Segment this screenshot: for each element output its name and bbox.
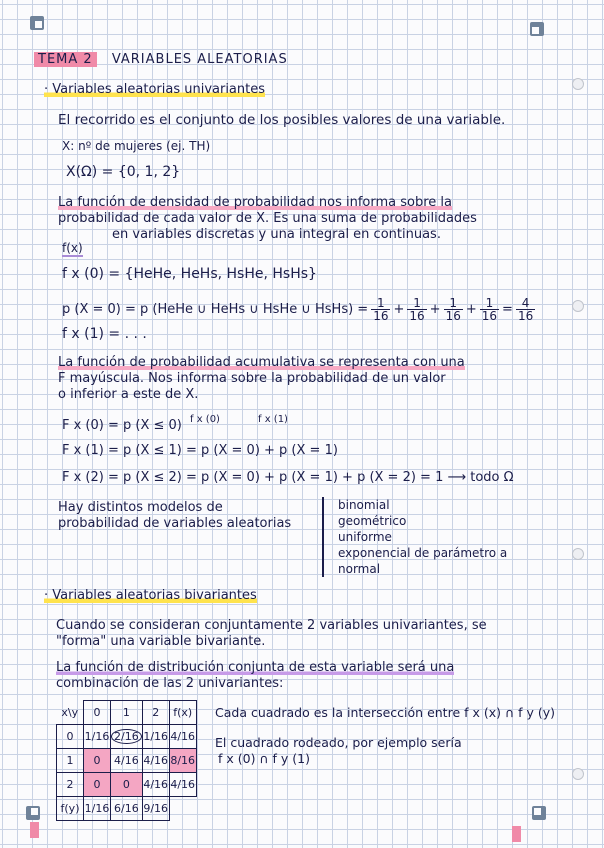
fraction: $\frac{1}{16}$ (373, 296, 389, 323)
table-cell: 9/16 (142, 797, 169, 821)
table-cell: 4/16 (169, 725, 196, 749)
column-header: 0 (84, 701, 111, 725)
joint-paragraph-line: La función de distribución conjunta de esta variable será una (56, 660, 455, 675)
table-cell: 4/16 (111, 749, 143, 773)
column-header: 1 (111, 701, 143, 725)
pink-marker-decoration (512, 826, 521, 842)
table-cell (169, 797, 196, 821)
list-item: binomial (338, 498, 390, 512)
list-item: geométrico (338, 514, 407, 528)
fx0-set: f x (0) = {HeHe, HeHs, HsHe, HsHs} (62, 266, 317, 282)
table-cell: 1/16 (84, 725, 111, 749)
cumulative-paragraph-line: o inferior a este de X. (58, 387, 199, 402)
pink-marker-decoration (30, 822, 39, 838)
table-note: El cuadrado rodeado, por ejemplo sería (215, 735, 462, 750)
column-header: 2 (142, 701, 169, 725)
table-row (57, 773, 197, 797)
fraction: $\frac{1}{16}$ (481, 296, 498, 323)
table-cell: 1/16 (84, 797, 111, 821)
models-list (322, 497, 507, 577)
corner-mark-icon (26, 806, 40, 820)
binder-hole-icon (572, 768, 584, 780)
density-paragraph-line: probabilidad de cada valor de X. Es una suma de probabilidades (58, 211, 477, 226)
fx0-annotation: f x (0) (190, 414, 220, 425)
fraction: $\frac{1}{16}$ (445, 296, 461, 323)
binder-hole-icon (572, 300, 584, 312)
table-cell: 8/16 (169, 749, 196, 773)
bivariate-paragraph-line: Cuando se consideran conjuntamente 2 variables univariantes, se (56, 618, 487, 633)
cdf-F2: F x (2) = p (X ≤ 2) = p (X = 0) + p (X = 1) + p (X = 2) = 1 ⟶ todo Ω (62, 470, 514, 485)
fx1-line: f x (1) = . . . (62, 326, 147, 342)
density-paragraph-line: La función de densidad de probabilidad nos informa sobre la (58, 195, 452, 210)
table-row (57, 749, 197, 773)
table-row (57, 725, 197, 749)
table-cell: 1/16 (142, 725, 169, 749)
section-heading-bivariate: · Variables aleatorias bivariantes (44, 588, 257, 603)
table-cell: 0 (84, 749, 111, 773)
table-cell: 4/16 (142, 749, 169, 773)
section-heading-univariate: · Variables aleatorias univariantes (44, 82, 266, 97)
page-header (34, 52, 288, 68)
list-item: normal (338, 562, 381, 576)
row-header: 2 (57, 773, 84, 797)
list-item: uniforme (338, 530, 392, 544)
page-title: VARIABLES ALEATORIAS (111, 52, 288, 67)
tema-label: TEMA 2 (34, 52, 97, 67)
models-paragraph-line: probabilidad de variables aleatorias (58, 516, 292, 531)
cumulative-paragraph-line: La función de probabilidad acumulativa se representa con una (58, 355, 465, 370)
fx1-annotation: f x (1) (258, 414, 288, 425)
bivariate-paragraph-line: "forma" una variable bivariante. (56, 634, 266, 649)
row-header: 1 (57, 749, 84, 773)
cdf-F1: F x (1) = p (X ≤ 1) = p (X = 0) + p (X = 1) (62, 443, 338, 458)
table-header-row (57, 701, 197, 725)
x-omega-set: X(Ω) = {0, 1, 2} (66, 164, 181, 180)
x-definition: X: nº de mujeres (ej. TH) (62, 139, 211, 153)
table-corner-label: x\y (61, 705, 79, 719)
fraction-result: $\frac{4}{16}$ (517, 296, 534, 323)
cumulative-paragraph-line: F mayúscula. Nos informa sobre la probabilidad de un valor (58, 371, 446, 386)
row-header: 0 (57, 725, 84, 749)
row-header: f(y) (57, 797, 84, 821)
joint-distribution-table (56, 700, 197, 821)
corner-mark-icon (530, 22, 544, 36)
recorrido-definition: El recorrido es el conjunto de los posibles valores de una variable. (58, 112, 506, 128)
table-row (57, 797, 197, 821)
table-cell: 4/16 (169, 773, 196, 797)
corner-mark-icon (532, 806, 546, 820)
binder-hole-icon (572, 78, 584, 90)
table-cell: 4/16 (142, 773, 169, 797)
table-note: f x (0) ∩ f y (1) (218, 751, 310, 766)
joint-paragraph-line: combinación de las 2 univariantes: (56, 676, 284, 691)
px0-equation: p (X = 0) = p (HeHe ∪ HeHs ∪ HsHe ∪ HsHs) = $\frac{1}{16}$ + $\frac{1}{16}$ + $\frac{1}{16}$ + $\frac{1}{16}$ = $\frac{4}{16}$ (62, 296, 534, 323)
table-cell-circled: 2/16 (111, 725, 143, 749)
density-paragraph-line: en variables discretas y una integral en continuas. (112, 227, 441, 242)
table-cell: 0 (84, 773, 111, 797)
list-item: exponencial de parámetro a (338, 546, 508, 560)
fraction: $\frac{1}{16}$ (409, 296, 425, 323)
table-note: Cada cuadrado es la intersección entre f x (x) ∩ f y (y) (215, 705, 556, 720)
table-cell: 0 (111, 773, 143, 797)
binder-hole-icon (572, 548, 584, 560)
fx-label: f(x) (62, 241, 83, 255)
corner-mark-icon (30, 16, 44, 30)
cdf-F0: F x (0) = p (X ≤ 0) (62, 418, 182, 433)
table-cell: 6/16 (111, 797, 143, 821)
models-paragraph-line: Hay distintos modelos de (58, 500, 223, 515)
column-header: f(x) (169, 701, 196, 725)
